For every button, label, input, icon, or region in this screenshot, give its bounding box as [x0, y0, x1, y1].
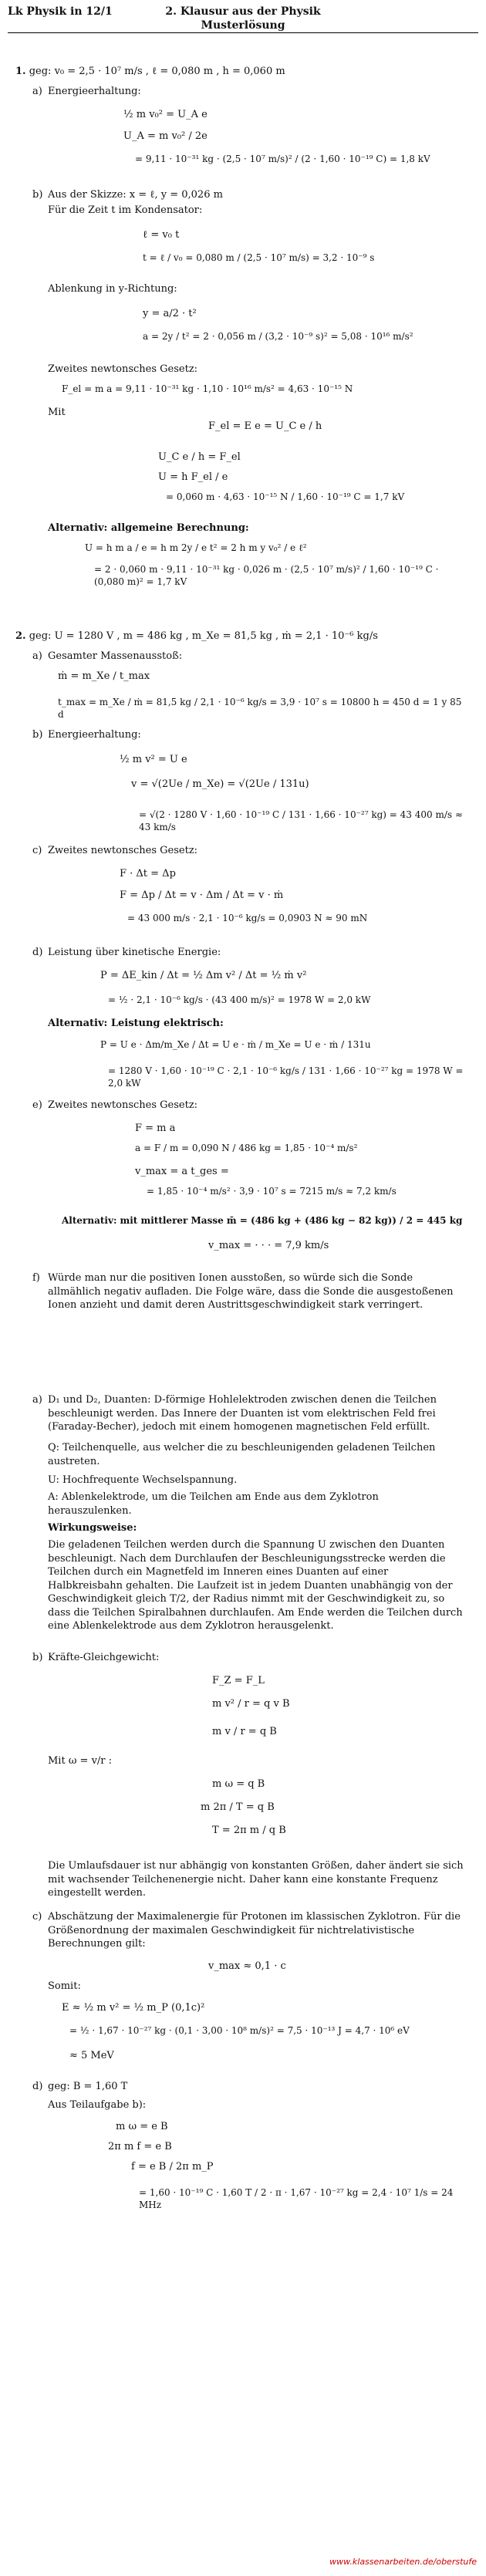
equation: = 0,060 m · 4,63 · 10⁻¹⁵ N / 1,60 · 10⁻¹⁹ C = 1,7 kV: [166, 491, 405, 502]
equation: P = ΔE_kin / Δt = ½ Δm v² / Δt = ½ ṁ v²: [100, 970, 307, 981]
equation: v_max = · · · = 7,9 km/s: [208, 1240, 329, 1251]
text: Ablenkung in y-Richtung:: [48, 283, 177, 295]
equation: m v² / r = q v B: [212, 1698, 290, 1710]
equation: = ½ · 1,67 · 10⁻²⁷ kg · (0,1 · 3,00 · 10⁸ m/s)² = 7,5 · 10⁻¹³ J = 4,7 · 10⁶ eV: [69, 2025, 410, 2036]
subtask-label: a): [32, 1394, 42, 1406]
equation: m 2π / T = q B: [201, 1801, 275, 1813]
equation: v = √(2Ue / m_Xe) = √(2Ue / 131u): [131, 778, 309, 790]
paragraph: Die Umlaufsdauer ist nur abhängig von konstanten Größen, daher ändert sie sich mit wachsender Teilchenenergie nicht. Daher kann eine konstante Frequenz eingestellt werden.: [48, 1860, 464, 1899]
subtask-label: b): [32, 1652, 43, 1663]
equation: ≈ 5 MeV: [69, 2050, 114, 2061]
task-1: [15, 65, 471, 79]
subtask-title: Gesamter Massenausstoß:: [48, 650, 183, 662]
equation: = 1280 V · 1,60 · 10⁻¹⁹ C · 2,1 · 10⁻⁶ kg/s / 131 · 1,66 · 10⁻²⁷ kg = 1978 W = 2,0 kW: [108, 1065, 464, 1089]
subtask-label: f): [32, 1272, 40, 1284]
equation: a = F / m = 0,090 N / 486 kg = 1,85 · 10⁻⁴ m/s²: [135, 1143, 358, 1153]
subtask-label: a): [32, 650, 42, 662]
equation: F_el = E e = U_C e / h: [208, 420, 322, 432]
subtask-title: Energieerhaltung:: [48, 86, 141, 97]
text: [48, 1017, 224, 1031]
page-subtitle: Musterlösung: [201, 19, 285, 32]
subtask-label: a): [32, 86, 42, 97]
task-2: [15, 630, 471, 643]
paragraph: A: Ablenkelektrode, um die Teilchen am Ende aus dem Zyklotron herauszulenken.: [48, 1491, 379, 1517]
equation: U = h m a / e = h m 2y / e t² = 2 h m y v₀² / e ℓ²: [85, 542, 307, 553]
equation: y = a/2 · t²: [143, 308, 197, 319]
text: Für die Zeit t im Kondensator:: [48, 204, 203, 216]
equation: ½ m v₀² = U_A e: [123, 109, 208, 120]
subtask-label: b): [32, 729, 43, 741]
subtask-label: c): [32, 1911, 42, 1923]
equation: f = e B / 2π m_P: [131, 2161, 214, 2173]
equation: = 9,11 · 10⁻³¹ kg · (2,5 · 10⁷ m/s)² / (2 · 1,60 · 10⁻¹⁹ C) = 1,8 kV: [135, 154, 430, 164]
equation: P = U e · Δm/m_Xe / Δt = U e · ṁ / m_Xe = U e · ṁ / 131u: [100, 1039, 371, 1050]
text: Mit: [48, 407, 66, 418]
text: Somit:: [48, 1980, 81, 1992]
text: [48, 522, 249, 535]
subtask-label: d): [32, 2081, 43, 2092]
section-heading: Wirkungsweise:: [48, 1522, 137, 1534]
text: Zweites newtonsches Gesetz:: [48, 363, 198, 375]
equation: ṁ = m_Xe / t_max: [58, 670, 150, 682]
subtask-title: Kräfte-Gleichgewicht:: [48, 1652, 160, 1663]
subtask-title: Aus der Skizze: x = ℓ, y = 0,026 m: [48, 189, 223, 201]
paragraph: Würde man nur die positiven Ionen ausstoßen, so würde sich die Sonde allmählich negativ aufladen. Die Folge wäre, dass die Sonde die ausgestoßenen Ionen anzieht und damit deren Austrittsgeschwindigkeit stark verringert.: [48, 1272, 454, 1312]
text: [62, 1214, 467, 1227]
subtask-title: Leistung über kinetische Energie:: [48, 947, 221, 958]
equation: = 2 · 0,060 m · 9,11 · 10⁻³¹ kg · 0,026 m · (2,5 · 10⁷ m/s)² / 1,60 · 10⁻¹⁹ C · (0,080 m)² = 1,7 kV: [94, 564, 439, 588]
text: Aus Teilaufgabe b):: [48, 2099, 147, 2111]
alternative-note: Alternativ: allgemeine Berechnung:: [48, 522, 249, 534]
equation: = 1,85 · 10⁻⁴ m/s² · 3,9 · 10⁷ s = 7215 m/s ≈ 7,2 km/s: [147, 1186, 397, 1197]
equation: t = ℓ / v₀ = 0,080 m / (2,5 · 10⁷ m/s) = 3,2 · 10⁻⁹ s: [143, 252, 375, 263]
equation: U = h F_el / e: [158, 471, 228, 483]
equation: U_C e / h = F_el: [158, 451, 241, 463]
subtask-label: c): [32, 845, 42, 856]
equation: v_max ≈ 0,1 · c: [208, 1960, 286, 1972]
equation: t_max = m_Xe / ṁ = 81,5 kg / 2,1 · 10⁻⁶ kg/s = 3,9 · 10⁷ s = 10800 h = 450 d = 1 y 85 d: [58, 697, 462, 721]
paragraph: D₁ und D₂, Duanten: D-förmige Hohlelektroden zwischen denen die Teilchen beschleunigt werden. Das Innere der Duanten ist vom elektrischen Feld frei (Faraday-Becher), jedoch mit einem homogenen magnetischen Feld erfüllt.: [48, 1394, 437, 1433]
subtask-label: b): [32, 189, 43, 201]
equation: = 43 000 m/s · 2,1 · 10⁻⁶ kg/s = 0,0903 N ≈ 90 mN: [127, 913, 368, 923]
page-title: 2. Klausur aus der Physik: [165, 5, 321, 18]
equation: = √(2 · 1280 V · 1,60 · 10⁻¹⁹ C / 131 · 1,66 · 10⁻²⁷ kg) = 43 400 m/s ≈ 43 km/s: [139, 809, 463, 833]
paragraph: Die geladenen Teilchen werden durch die Spannung U zwischen den Duanten beschleunigt. Nach dem Durchlaufen der Beschleunigungsstrecke werden die Teilchen durch ein Magnetfeld im Inneren eines Duanten auf einer Halbkreisbahn gehalten. Die Laufzeit ist in jedem Duanten unabhängig von der Geschwindigkeit gleich T/2, der Radius nimmt mit der Geschwindigkeit zu, so dass die Teilchen Spiralbahnen durchlaufen. Am Ende werden die Teilchen durch eine Ablenkelektrode aus dem Zyklotron herausgelenkt.: [48, 1539, 463, 1632]
equation: v_max = a t_ges =: [135, 1166, 229, 1177]
equation: F_Z = F_L: [212, 1675, 265, 1686]
header-rule: [8, 32, 478, 33]
task-number: 1.: [15, 66, 26, 77]
subtask-title: Zweites newtonsches Gesetz:: [48, 845, 198, 856]
given-values: geg: B = 1,60 T: [48, 2081, 128, 2092]
equation: F · Δt = Δp: [120, 868, 176, 879]
equation: 2π m f = e B: [108, 2141, 172, 2152]
equation: ℓ = v₀ t: [143, 229, 180, 241]
equation: F = m a: [135, 1123, 176, 1134]
subtask-label: e): [32, 1099, 42, 1111]
equation: m v / r = q B: [212, 1726, 277, 1737]
equation: F_el = m a = 9,11 · 10⁻³¹ kg · 1,10 · 10¹⁶ m/s² = 4,63 · 10⁻¹⁵ N: [62, 383, 353, 394]
equation: F = Δp / Δt = v · Δm / Δt = v · ṁ: [120, 890, 284, 901]
equation: = ½ · 2,1 · 10⁻⁶ kg/s · (43 400 m/s)² = 1978 W = 2,0 kW: [108, 994, 371, 1005]
equation: = 1,60 · 10⁻¹⁹ C · 1,60 T / 2 · π · 1,67 · 10⁻²⁷ kg = 2,4 · 10⁷ 1/s = 24 MHz: [139, 2187, 454, 2211]
equation: U_A = m v₀² / 2e: [123, 130, 208, 142]
equation: E ≈ ½ m v² = ½ m_P (0,1c)²: [62, 2002, 205, 2014]
equation: m ω = e B: [116, 2121, 168, 2132]
paragraph: Q: Teilchenquelle, aus welcher die zu beschleunigenden geladenen Teilchen austreten.: [48, 1442, 436, 1467]
equation: ½ m v² = U e: [120, 754, 187, 765]
subtask-title: Energieerhaltung:: [48, 729, 141, 741]
paragraph: Abschätzung der Maximalenergie für Protonen im klassischen Zyklotron. Für die Größenordnung der maximalen Geschwindigkeit für nichtrelativistische Berechnungen gilt:: [48, 1911, 461, 1950]
given-values: geg: U = 1280 V , m = 486 kg , m_Xe = 81,5 kg , ṁ = 2,1 · 10⁻⁶ kg/s: [29, 630, 378, 642]
equation: m ω = q B: [212, 1778, 265, 1790]
given-values: geg: v₀ = 2,5 · 10⁷ m/s , ℓ = 0,080 m , h = 0,060 m: [29, 66, 285, 77]
alternative-note: Alternativ: mit mittlerer Masse m̄ = (486 kg + (486 kg − 82 kg)) / 2 = 445 kg: [62, 1215, 463, 1226]
equation: T = 2π m / q B: [212, 1825, 286, 1836]
paragraph: U: Hochfrequente Wechselspannung.: [48, 1474, 238, 1486]
subtask-label: d): [32, 947, 43, 958]
footer-watermark: www.klassenarbeiten.de/oberstufe: [329, 2557, 477, 2568]
subtask-title: Zweites newtonsches Gesetz:: [48, 1099, 198, 1111]
text: Mit ω = v/r :: [48, 1755, 113, 1767]
task-number: 2.: [15, 630, 26, 642]
alternative-note: Alternativ: Leistung elektrisch:: [48, 1018, 224, 1029]
equation: a = 2y / t² = 2 · 0,056 m / (3,2 · 10⁻⁹ s)² = 5,08 · 10¹⁶ m/s²: [143, 331, 413, 342]
course-label: Lk Physik in 12/1: [8, 5, 113, 18]
